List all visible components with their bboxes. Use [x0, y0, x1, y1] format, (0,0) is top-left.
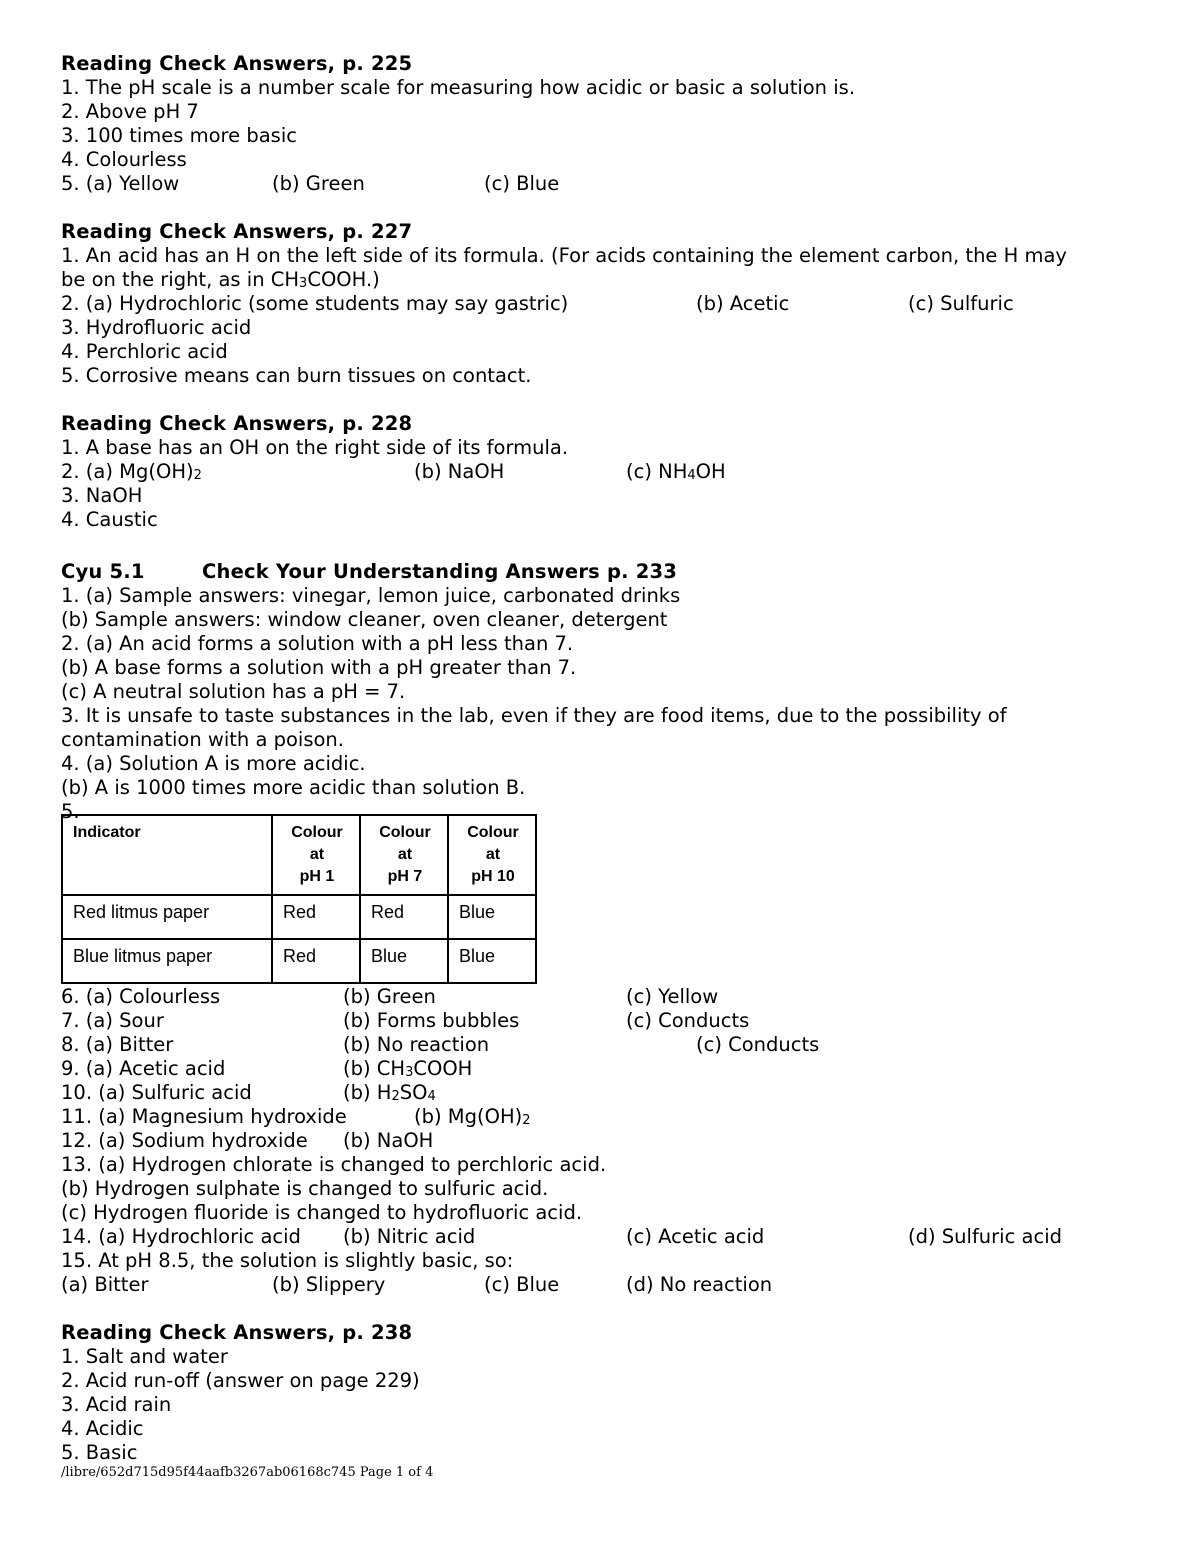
answer-part: (b) NaOH — [414, 460, 505, 483]
answer-line: contamination with a poison. — [61, 728, 344, 751]
table-header-row — [62, 815, 536, 895]
table-cell: Red — [272, 939, 360, 983]
table-cell: Red — [360, 895, 448, 939]
table-cell: Red litmus paper — [62, 895, 272, 939]
section-heading-p238: Reading Check Answers, p. 238 — [61, 1321, 413, 1344]
answer-line: 3. NaOH — [61, 484, 143, 507]
cyu-label: Cyu 5.1 — [61, 560, 145, 583]
section-heading-p225: Reading Check Answers, p. 225 — [61, 52, 413, 75]
answer-line: (c) Hydrogen fluoride is changed to hydrofluoric acid. — [61, 1201, 583, 1224]
answer-line: 15. At pH 8.5, the solution is slightly basic, so: — [61, 1249, 514, 1272]
table-row — [62, 895, 536, 939]
document-page — [61, 52, 1151, 1465]
answer-line: 4. Perchloric acid — [61, 340, 228, 363]
answer-line: be on the right, as in $CH_3COOH$.) — [61, 268, 380, 291]
answer-line: 4. Colourless — [61, 148, 187, 171]
answer-part: (b) Green — [272, 172, 365, 195]
answer-line: 10. (a) Sulfuric acid (b) $H_2SO_4$ — [61, 1081, 436, 1104]
answer-line: 11. (a) Magnesium hydroxide (b) $Mg(OH)_2$ — [61, 1105, 531, 1128]
answer-part: (c) $NH_4OH$ — [626, 460, 726, 483]
section-heading-p228: Reading Check Answers, p. 228 — [61, 412, 413, 435]
section-heading-p227: Reading Check Answers, p. 227 — [61, 220, 413, 243]
answer-line — [61, 460, 1151, 484]
answer-line: 3. Hydrofluoric acid — [61, 316, 252, 339]
table-cell: Red — [272, 895, 360, 939]
answer-line: 2. Above pH 7 — [61, 100, 199, 123]
answer-line: 5. — [61, 800, 80, 823]
answer-line: 1. Salt and water — [61, 1345, 228, 1368]
answer-line: 4. (a) Solution A is more acidic. — [61, 752, 366, 775]
answer-line: 4. Acidic — [61, 1417, 144, 1440]
answer-line: 3. It is unsafe to taste substances in the lab, even if they are food items, due to the possibility of — [61, 704, 1007, 727]
answer-line — [61, 172, 1151, 196]
answer-line: 3. Acid rain — [61, 1393, 172, 1416]
table-header: Colour at pH 7 — [360, 815, 448, 895]
answer-line: 2. Acid run-off (answer on page 229) — [61, 1369, 420, 1392]
answer-line: (b) Sample answers: window cleaner, oven cleaner, detergent — [61, 608, 668, 631]
table-cell: Blue — [360, 939, 448, 983]
answer-line: 4. Caustic — [61, 508, 158, 531]
table-cell: Blue — [448, 895, 536, 939]
answer-line: 1. A base has an OH on the right side of its formula. — [61, 436, 569, 459]
answer-line: 13. (a) Hydrogen chlorate is changed to perchloric acid. — [61, 1153, 607, 1176]
section-heading-cyu — [61, 560, 1151, 584]
answer-line: 7. (a) Sour (b) Forms bubbles (c) Conducts — [61, 1009, 750, 1032]
answer-part: 2. (a) $Mg(OH)_2$ — [61, 460, 202, 483]
answer-line: 3. 100 times more basic — [61, 124, 297, 147]
answer-part: 2. (a) Hydrochloric (some students may say gastric) — [61, 292, 569, 315]
answer-line: (b) Hydrogen sulphate is changed to sulfuric acid. — [61, 1177, 549, 1200]
answer-line: 12. (a) Sodium hydroxide (b) NaOH — [61, 1129, 434, 1152]
answer-part: (b) Acetic — [696, 292, 790, 315]
answer-line: 6. (a) Colourless (b) Green (c) Yellow — [61, 985, 719, 1008]
answer-line: (b) A base forms a solution with a pH greater than 7. — [61, 656, 577, 679]
answer-part: (c) Sulfuric — [908, 292, 1014, 315]
answer-line: 5. Corrosive means can burn tissues on contact. — [61, 364, 532, 387]
answer-line — [61, 292, 1151, 316]
answer-line: 5. Basic — [61, 1441, 138, 1464]
table-header: Colour at pH 1 — [272, 815, 360, 895]
answer-line: 14. (a) Hydrochloric acid (b) Nitric acid (c) Acetic acid (d) Sulfuric acid — [61, 1225, 1062, 1248]
answer-part: 5. (a) Yellow — [61, 172, 180, 195]
answer-line: 2. (a) An acid forms a solution with a pH less than 7. — [61, 632, 574, 655]
answer-line: 8. (a) Bitter (b) No reaction (c) Conducts — [61, 1033, 820, 1056]
answer-line: (c) A neutral solution has a pH = 7. — [61, 680, 406, 703]
page-footer: /libre/652d715d95f44aafb3267ab06168c745 Page 1 of 4 — [61, 1465, 434, 1480]
table-header: Colour at pH 10 — [448, 815, 536, 895]
table-row — [62, 939, 536, 983]
answer-line: 1. The pH scale is a number scale for measuring how acidic or basic a solution is. — [61, 76, 856, 99]
answer-line: 1. (a) Sample answers: vinegar, lemon juice, carbonated drinks — [61, 584, 681, 607]
indicator-table — [61, 814, 537, 984]
answer-line: 9. (a) Acetic acid (b) $CH_3COOH$ — [61, 1057, 473, 1080]
answer-line: (a) Bitter (b) Slippery (c) Blue (d) No reaction — [61, 1273, 773, 1296]
table-cell: Blue — [448, 939, 536, 983]
cyu-title: Check Your Understanding Answers p. 233 — [202, 560, 678, 583]
answer-line: 1. An acid has an H on the left side of its formula. (For acids containing the element carbon, the H may — [61, 244, 1067, 267]
answer-line: (b) A is 1000 times more acidic than solution B. — [61, 776, 526, 799]
table-header: Indicator — [62, 815, 272, 895]
table-cell: Blue litmus paper — [62, 939, 272, 983]
answer-part: (c) Blue — [484, 172, 560, 195]
